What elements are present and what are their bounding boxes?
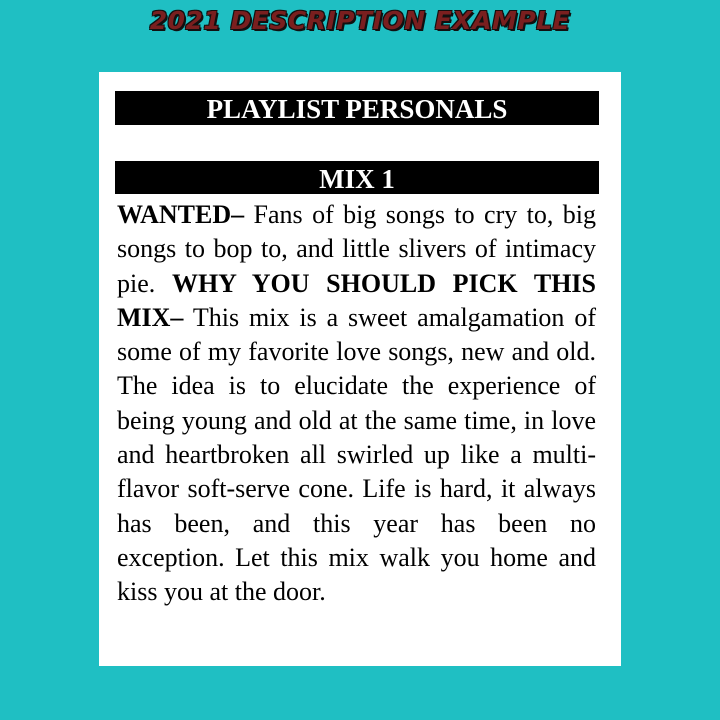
playlist-personals-heading: PLAYLIST PERSONALS (115, 91, 599, 125)
wanted-label: WANTED– (117, 200, 245, 229)
wanted-text: Fans of big songs to cry to, big songs to bop to, and little slivers of intimacy pie. (117, 200, 596, 298)
playlist-card (99, 72, 621, 666)
page-title: 2021 DESCRIPTION EXAMPLE (149, 6, 571, 35)
why-label: WHY YOU SHOULD PICK THIS MIX– (117, 268, 597, 332)
mix-description (117, 198, 596, 610)
why-text: This mix is a sweet amalgamation of some of my favorite love songs, new and old. The idea is to elucidate the experience of being young and old at the same time, in love and heartbroken all swirled up like a multi-flavor soft-serve cone. Life is hard, it always has been, and this year has been no exception. Let this mix walk you home and kiss you at the door. (117, 302, 596, 607)
mix-heading: MIX 1 (115, 161, 599, 194)
